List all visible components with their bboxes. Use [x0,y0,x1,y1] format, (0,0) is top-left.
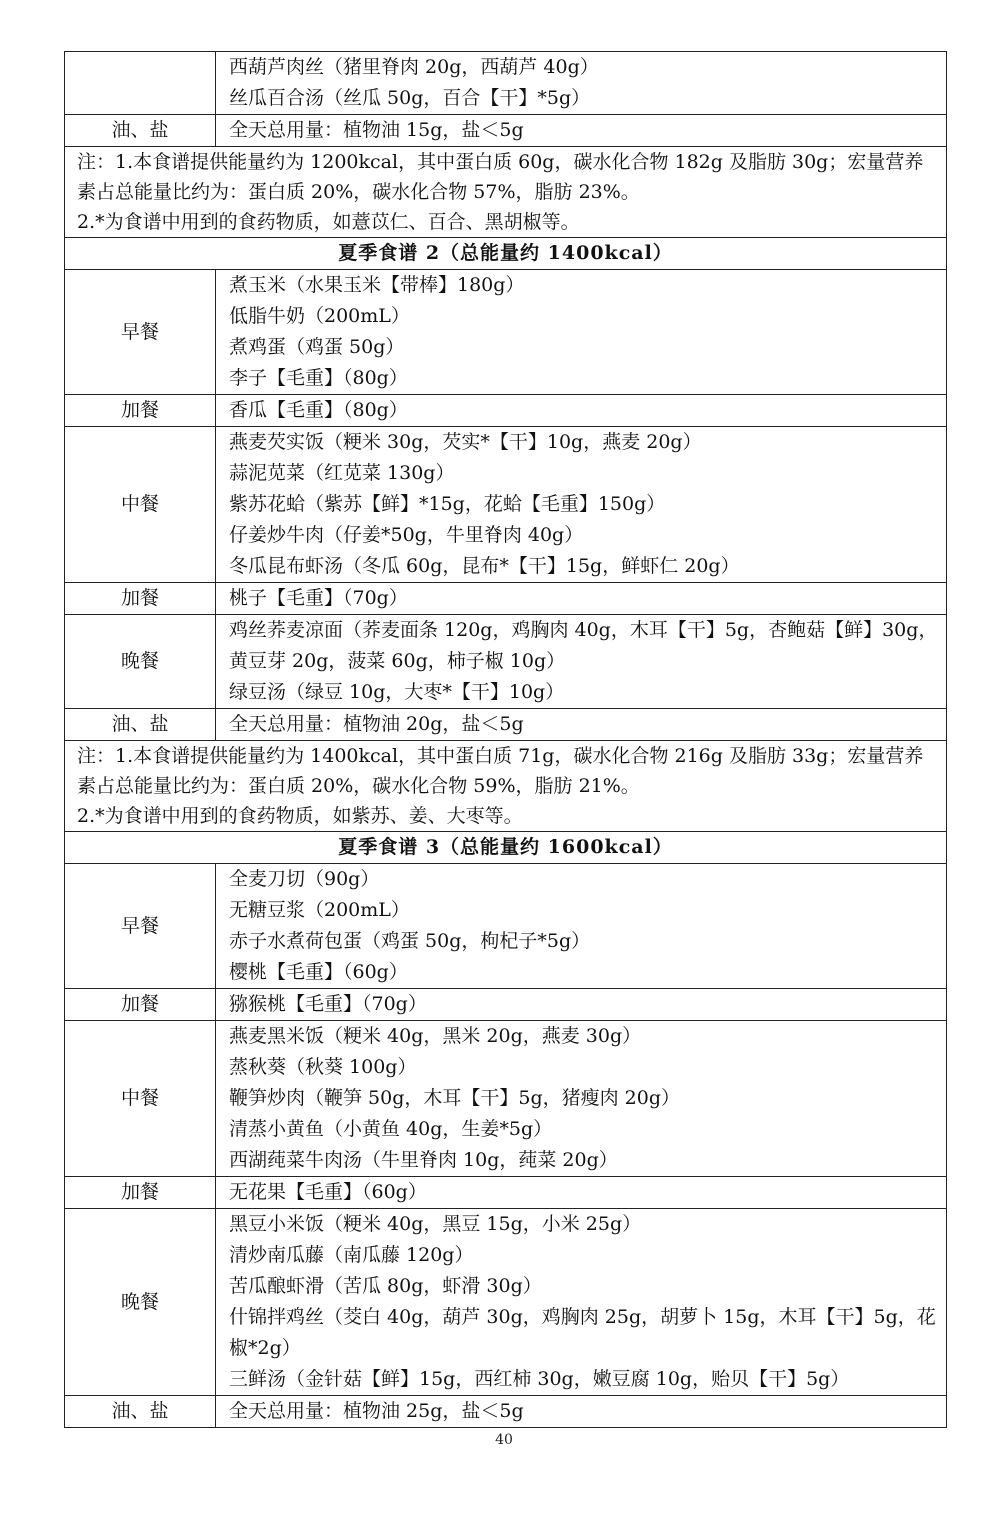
list-item: 苦瓜酿虾滑（苦瓜 80g，虾滑 30g） [229,1275,542,1297]
list-item: 无花果【毛重】（60g） [229,1181,427,1203]
oil-salt-label: 油、盐 [65,709,216,741]
list-item: 仔姜炒牛肉（仔姜*50g，牛里脊肉 40g） [229,524,584,546]
meal-label: 中餐 [65,1021,216,1177]
meal-items [216,583,947,615]
note-cell [65,147,947,238]
menu-table [64,51,947,1428]
meal-label: 早餐 [65,864,216,989]
table-row [65,1177,947,1209]
oil-salt-text [216,709,947,741]
menu3-heading: 夏季食谱 3（总能量约 1600kcal） [65,832,947,864]
table-row [65,270,947,395]
list-item: 清炒南瓜藤（南瓜藤 120g） [229,1244,474,1266]
list-item: 低脂牛奶（200mL） [229,305,410,327]
table-row [65,1396,947,1428]
table-row [65,864,947,989]
meal-label: 加餐 [65,395,216,427]
meal-items [216,1021,947,1177]
oil-salt-text [216,115,947,147]
list-item: 西湖莼菜牛肉汤（牛里脊肉 10g，莼菜 20g） [229,1149,618,1171]
list-item: 黑豆小米饭（粳米 40g，黑豆 15g，小米 25g） [229,1213,642,1235]
list-item: 煮玉米（水果玉米【带棒】180g） [229,274,525,296]
list-item: 三鲜汤（金针菇【鲜】15g，西红柿 30g，嫩豆腐 10g，贻贝【干】5g） [229,1368,850,1390]
list-item: 香瓜【毛重】（80g） [229,399,408,421]
note-row [65,147,947,238]
list-item: 绿豆汤（绿豆 10g，大枣*【干】10g） [229,681,565,703]
list-item: 燕麦黑米饭（粳米 40g，黑米 20g，燕麦 30g） [229,1025,642,1047]
list-item: 全麦刀切（90g） [229,868,380,890]
list-item: 蒸秋葵（秋葵 100g） [229,1056,417,1078]
list-item: 赤子水煮荷包蛋（鸡蛋 50g，枸杞子*5g） [229,930,591,952]
oil-salt-label: 油、盐 [65,115,216,147]
list-item: 燕麦芡实饭（粳米 30g，芡实*【干】10g，燕麦 20g） [229,431,702,453]
list-item: 猕猴桃【毛重】（70g） [229,993,427,1015]
table-row [65,52,947,115]
meal-label: 早餐 [65,270,216,395]
list-item: 李子【毛重】（80g） [229,367,408,389]
table-row [65,1021,947,1177]
list-item: 鞭笋炒肉（鞭笋 50g，木耳【干】5g，猪瘦肉 20g） [229,1087,681,1109]
table-row [65,615,947,709]
meal-label: 加餐 [65,1177,216,1209]
heading-row [65,238,947,270]
list-item: 西葫芦肉丝（猪里脊肉 20g，西葫芦 40g） [229,56,599,78]
meal-items [216,615,947,709]
meal-items [216,270,947,395]
list-item: 桃子【毛重】（70g） [229,587,408,609]
meal-label: 中餐 [65,427,216,583]
note-cell [65,741,947,832]
meal-label: 加餐 [65,583,216,615]
note-text-2: 2.*为食谱中用到的食药物质，如薏苡仁、百合、黑胡椒等。 [77,211,580,233]
oil-salt-text [216,1396,947,1428]
list-item: 全天总用量：植物油 20g，盐＜5g [229,713,524,735]
table-row [65,989,947,1021]
meal-label: 加餐 [65,989,216,1021]
menu2-heading: 夏季食谱 2（总能量约 1400kcal） [65,238,947,270]
note-text-1: 注：1.本食谱提供能量约为 1200kcal，其中蛋白质 60g，碳水化合物 182g 及脂肪 30g；宏量营养素占总能量比约为：蛋白质 20%，碳水化合物 57%，脂肪 23%。 [77,151,924,203]
list-item: 丝瓜百合汤（丝瓜 50g，百合【干】*5g） [229,87,591,109]
list-item: 煮鸡蛋（鸡蛋 50g） [229,336,405,358]
list-item: 全天总用量：植物油 25g，盐＜5g [229,1400,524,1422]
list-item: 什锦拌鸡丝（茭白 40g，葫芦 30g，鸡胸肉 25g，胡萝卜 15g，木耳【干】5g，花椒*2g） [229,1306,936,1359]
list-item: 无糖豆浆（200mL） [229,899,410,921]
list-item: 清蒸小黄鱼（小黄鱼 40g，生姜*5g） [229,1118,553,1140]
meal-items [216,1209,947,1396]
meal-items [216,864,947,989]
page-number: 40 [495,1432,513,1448]
note-row [65,741,947,832]
meal-items [216,1177,947,1209]
note-text-2: 2.*为食谱中用到的食药物质，如紫苏、姜、大枣等。 [77,805,523,827]
meal-label: 晚餐 [65,615,216,709]
table-row [65,115,947,147]
list-item: 全天总用量：植物油 15g，盐＜5g [229,119,524,141]
meal-items [216,989,947,1021]
list-item: 蒜泥苋菜（红苋菜 130g） [229,462,455,484]
heading-row [65,832,947,864]
meal-label-cell [65,52,216,115]
note-text-1: 注：1.本食谱提供能量约为 1400kcal，其中蛋白质 71g，碳水化合物 216g 及脂肪 33g；宏量营养素占总能量比约为：蛋白质 20%，碳水化合物 59%，脂肪 21%。 [77,745,924,797]
table-row [65,427,947,583]
list-item: 紫苏花蛤（紫苏【鲜】*15g，花蛤【毛重】150g） [229,493,666,515]
list-item: 樱桃【毛重】（60g） [229,961,408,983]
list-item: 鸡丝荞麦凉面（荞麦面条 120g，鸡胸肉 40g，木耳【干】5g，杏鲍菇【鲜】30g，黄豆芽 20g，菠菜 60g，柿子椒 10g） [229,619,938,672]
table-row [65,395,947,427]
meal-label: 晚餐 [65,1209,216,1396]
dinner-items-cell [216,52,947,115]
table-row [65,583,947,615]
meal-items [216,395,947,427]
oil-salt-label: 油、盐 [65,1396,216,1428]
table-row [65,1209,947,1396]
list-item: 冬瓜昆布虾汤（冬瓜 60g，昆布*【干】15g，鲜虾仁 20g） [229,555,740,577]
table-row [65,709,947,741]
meal-items [216,427,947,583]
